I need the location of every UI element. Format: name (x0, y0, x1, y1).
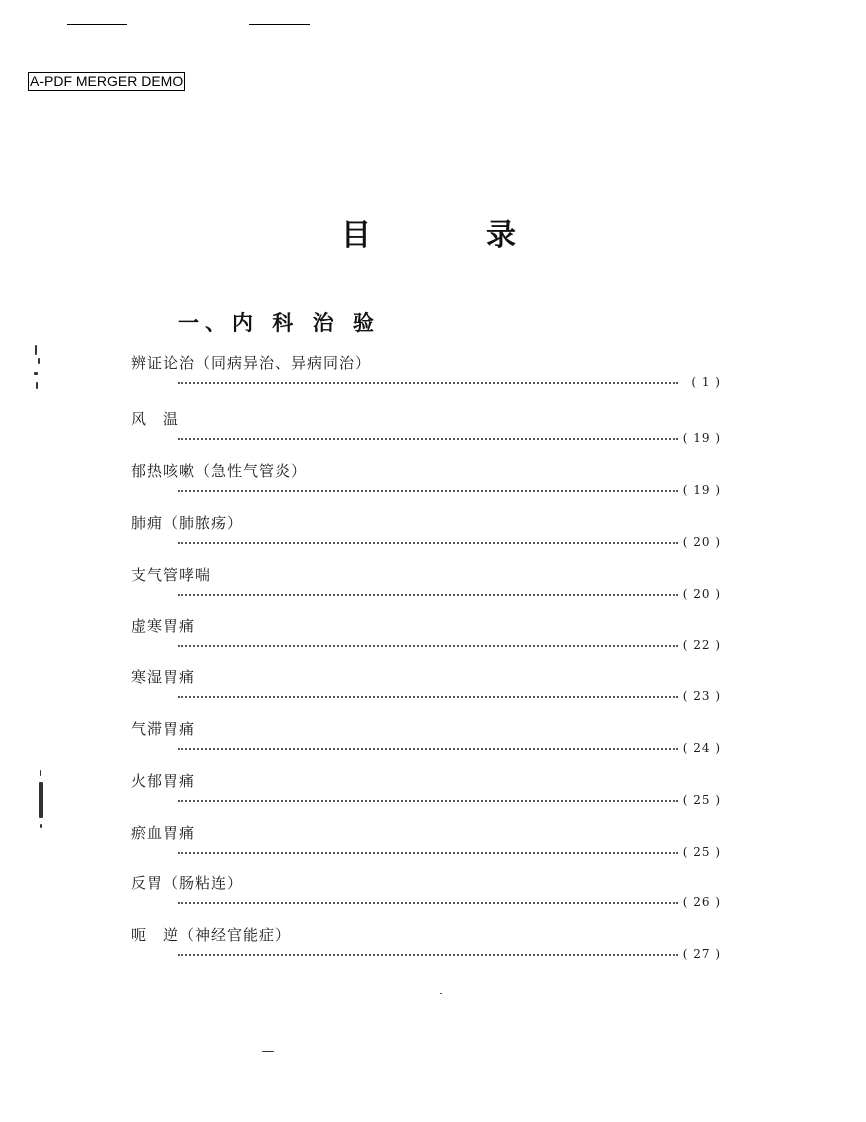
toc-entry-page: ( 20 ) (682, 587, 721, 601)
toc-leader-dots (178, 748, 678, 750)
toc-entry[interactable] (131, 872, 731, 922)
toc-entry[interactable] (131, 352, 731, 402)
toc-leader-dots (178, 696, 678, 698)
scan-speck (35, 345, 37, 355)
toc-leader-dots (178, 954, 678, 956)
toc-entry-title: 辨证论治（同病异治、异病同治） (131, 354, 372, 372)
page-title-char-1: 目 (341, 218, 371, 253)
toc-entry-title: 风 温 (131, 410, 180, 428)
toc-entry-page: ( 25 ) (682, 845, 721, 859)
toc-entry-page: ( 20 ) (682, 535, 721, 549)
toc-entry[interactable] (131, 460, 731, 510)
toc-entry-title: 支气管哮喘 (131, 566, 212, 584)
toc-entry[interactable] (131, 924, 731, 974)
page-title (0, 216, 866, 256)
toc-leader-dots (178, 490, 678, 492)
page-title-char-2: 录 (486, 218, 516, 253)
toc-entry-page: ( 19 ) (682, 431, 721, 445)
toc-entry-title: 火郁胃痛 (131, 772, 196, 790)
scan-speck (262, 1051, 274, 1052)
toc-entry-title: 肺痈（肺脓疡） (131, 514, 244, 532)
toc-entry[interactable] (131, 666, 731, 716)
toc-leader-dots (178, 594, 678, 596)
toc-leader-dots (178, 382, 678, 384)
section-heading: 一、内 科 治 验 (178, 310, 380, 335)
header-rule-right (249, 24, 310, 25)
toc-entry-title: 虚寒胃痛 (131, 617, 196, 635)
header-rule-left (67, 24, 127, 25)
toc-entry[interactable] (131, 512, 731, 562)
toc-entry[interactable] (131, 564, 731, 614)
toc-entry-title: 呃 逆（神经官能症） (131, 926, 292, 944)
toc-leader-dots (178, 645, 678, 647)
toc-entry-title: 寒湿胃痛 (131, 668, 196, 686)
toc-entry[interactable] (131, 770, 731, 820)
toc-entry-title: 郁热咳嗽（急性气管炎） (131, 462, 308, 480)
scan-speck (440, 993, 442, 994)
scan-speck (39, 782, 43, 818)
toc-entry[interactable] (131, 408, 731, 458)
toc-entry[interactable] (131, 615, 731, 665)
toc-entry[interactable] (131, 718, 731, 768)
scan-speck (36, 382, 38, 389)
toc-leader-dots (178, 438, 678, 440)
toc-leader-dots (178, 800, 678, 802)
toc-leader-dots (178, 542, 678, 544)
toc-entry-page: ( 22 ) (682, 638, 721, 652)
toc-entry-page: ( 19 ) (682, 483, 721, 497)
toc-entry[interactable] (131, 822, 731, 872)
toc-entry-page: ( 24 ) (682, 741, 721, 755)
scan-speck (38, 358, 40, 364)
scan-speck (40, 824, 42, 828)
toc-entry-title: 反胃（肠粘连） (131, 874, 244, 892)
watermark-label: A-PDF MERGER DEMO (30, 73, 184, 89)
scan-speck (40, 770, 41, 776)
toc-entry-page: ( 1 ) (691, 375, 721, 389)
toc-entry-page: ( 27 ) (682, 947, 721, 961)
toc-leader-dots (178, 902, 678, 904)
toc-entry-page: ( 26 ) (682, 895, 721, 909)
scan-speck (34, 372, 38, 375)
toc-leader-dots (178, 852, 678, 854)
toc-entry-title: 瘀血胃痛 (131, 824, 196, 842)
toc-entry-page: ( 25 ) (682, 793, 721, 807)
toc-entry-page: ( 23 ) (682, 689, 721, 703)
toc-entry-title: 气滞胃痛 (131, 720, 196, 738)
